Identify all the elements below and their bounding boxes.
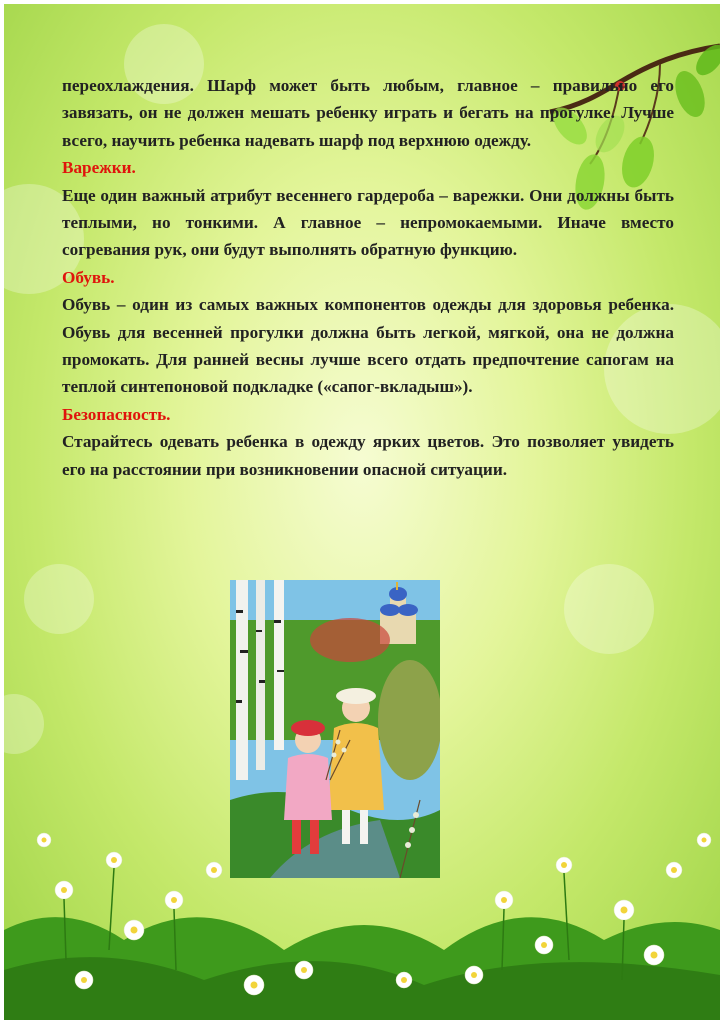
bokeh-light xyxy=(564,564,654,654)
paragraph-mittens: Еще один важный атрибут весеннего гардероба – варежки. Они должны быть теплыми, но тонкими. А главное – непромокаемыми. Иначе вместо согревания рук, они будут выполнять обратную функцию. xyxy=(62,185,674,260)
bokeh-light xyxy=(24,564,94,634)
paragraph-safety: Старайтесь одевать ребенка в одежду ярких цветов. Это позволяет увидеть его на расстоянии при возникновении опасной ситуации. xyxy=(62,432,674,479)
heading-mittens: Варежки. xyxy=(62,158,136,178)
article-text xyxy=(62,72,674,483)
bokeh-light xyxy=(4,694,44,754)
paragraph-scarf: переохлаждения. Шарф может быть любым, главное – правильно его завязать, он не должен мешать ребенку играть и бегать на прогулке. Лучше всего, научить ребенка надевать шарф под верхнюю одежду. xyxy=(62,76,674,150)
paragraph-footwear: Обувь – один из самых важных компонентов одежды для здоровья ребенка. Обувь для весенней прогулки должна быть легкой, мягкой, она не должна промокать. Для ранней весны лучше всего отдать предпочтение сапогам на теплой синтепоновой подкладке («сапог-вкладыш»). xyxy=(62,295,674,397)
page-background xyxy=(4,4,720,1020)
heading-footwear: Обувь. xyxy=(62,267,115,287)
children-spring-illustration xyxy=(230,580,440,878)
heading-safety: Безопасность. xyxy=(62,404,171,424)
